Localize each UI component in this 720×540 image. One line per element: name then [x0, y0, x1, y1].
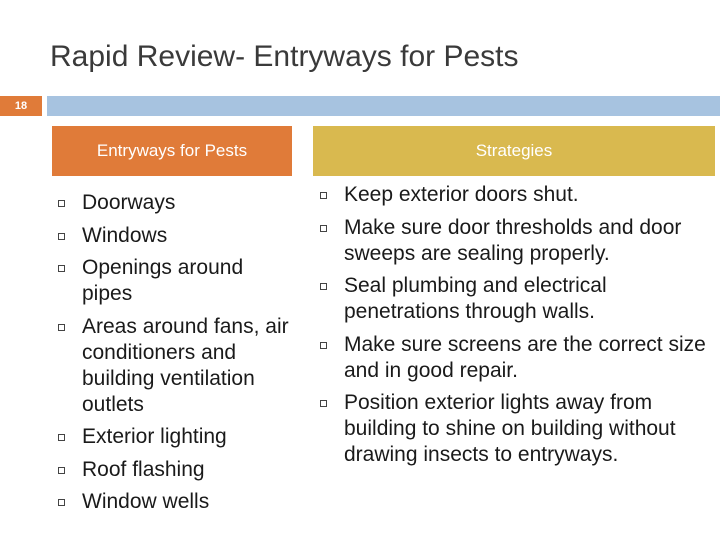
- list-item-text: Windows: [82, 223, 168, 247]
- list-item: [318, 182, 714, 208]
- list-item-text: Exterior lighting: [82, 425, 227, 448]
- list-item-text: Roof flashing: [82, 457, 205, 481]
- list-item-text: Openings around pipes: [82, 256, 244, 305]
- square-bullet-icon: [320, 400, 327, 407]
- square-bullet-icon: [58, 200, 65, 207]
- list-item: [56, 489, 294, 515]
- square-bullet-icon: [320, 283, 327, 290]
- list-item: [56, 424, 294, 450]
- list-item-text: Make sure door thresholds and door sweeps are sealing properly.: [344, 215, 682, 265]
- square-bullet-icon: [320, 192, 327, 199]
- entryways-list: [56, 190, 294, 522]
- list-item-text: Areas around fans, air conditioners and building ventilation outlets: [82, 314, 289, 416]
- list-item-text: Window wells: [82, 490, 210, 513]
- square-bullet-icon: [320, 342, 327, 349]
- slide-number: 18: [0, 96, 42, 116]
- list-item-text: Doorways: [82, 191, 176, 214]
- square-bullet-icon: [58, 434, 65, 441]
- list-item-text: Keep exterior doors shut.: [344, 183, 579, 206]
- list-item: [56, 255, 294, 307]
- list-item: [56, 190, 294, 216]
- header-bar: [47, 96, 720, 116]
- square-bullet-icon: [58, 467, 65, 474]
- list-item: [318, 273, 714, 325]
- list-item-text: Position exterior lights away from building to shine on building without drawing insects to entryways.: [344, 391, 676, 466]
- square-bullet-icon: [58, 265, 65, 272]
- list-item: [318, 332, 714, 384]
- square-bullet-icon: [58, 499, 65, 506]
- square-bullet-icon: [320, 225, 327, 232]
- list-item: [318, 215, 714, 267]
- list-item-text: Seal plumbing and electrical penetrations through walls.: [344, 274, 607, 323]
- strategies-header: Strategies: [313, 126, 715, 176]
- square-bullet-icon: [58, 233, 65, 240]
- list-item: [56, 314, 294, 418]
- list-item: [318, 390, 714, 468]
- list-item: [56, 457, 294, 483]
- strategies-list: [318, 182, 714, 475]
- entryways-header: Entryways for Pests: [52, 126, 292, 176]
- slide-title: Rapid Review- Entryways for Pests: [50, 40, 519, 73]
- list-item-text: Make sure screens are the correct size and in good repair.: [344, 332, 706, 382]
- list-item: [56, 223, 294, 249]
- square-bullet-icon: [58, 324, 65, 331]
